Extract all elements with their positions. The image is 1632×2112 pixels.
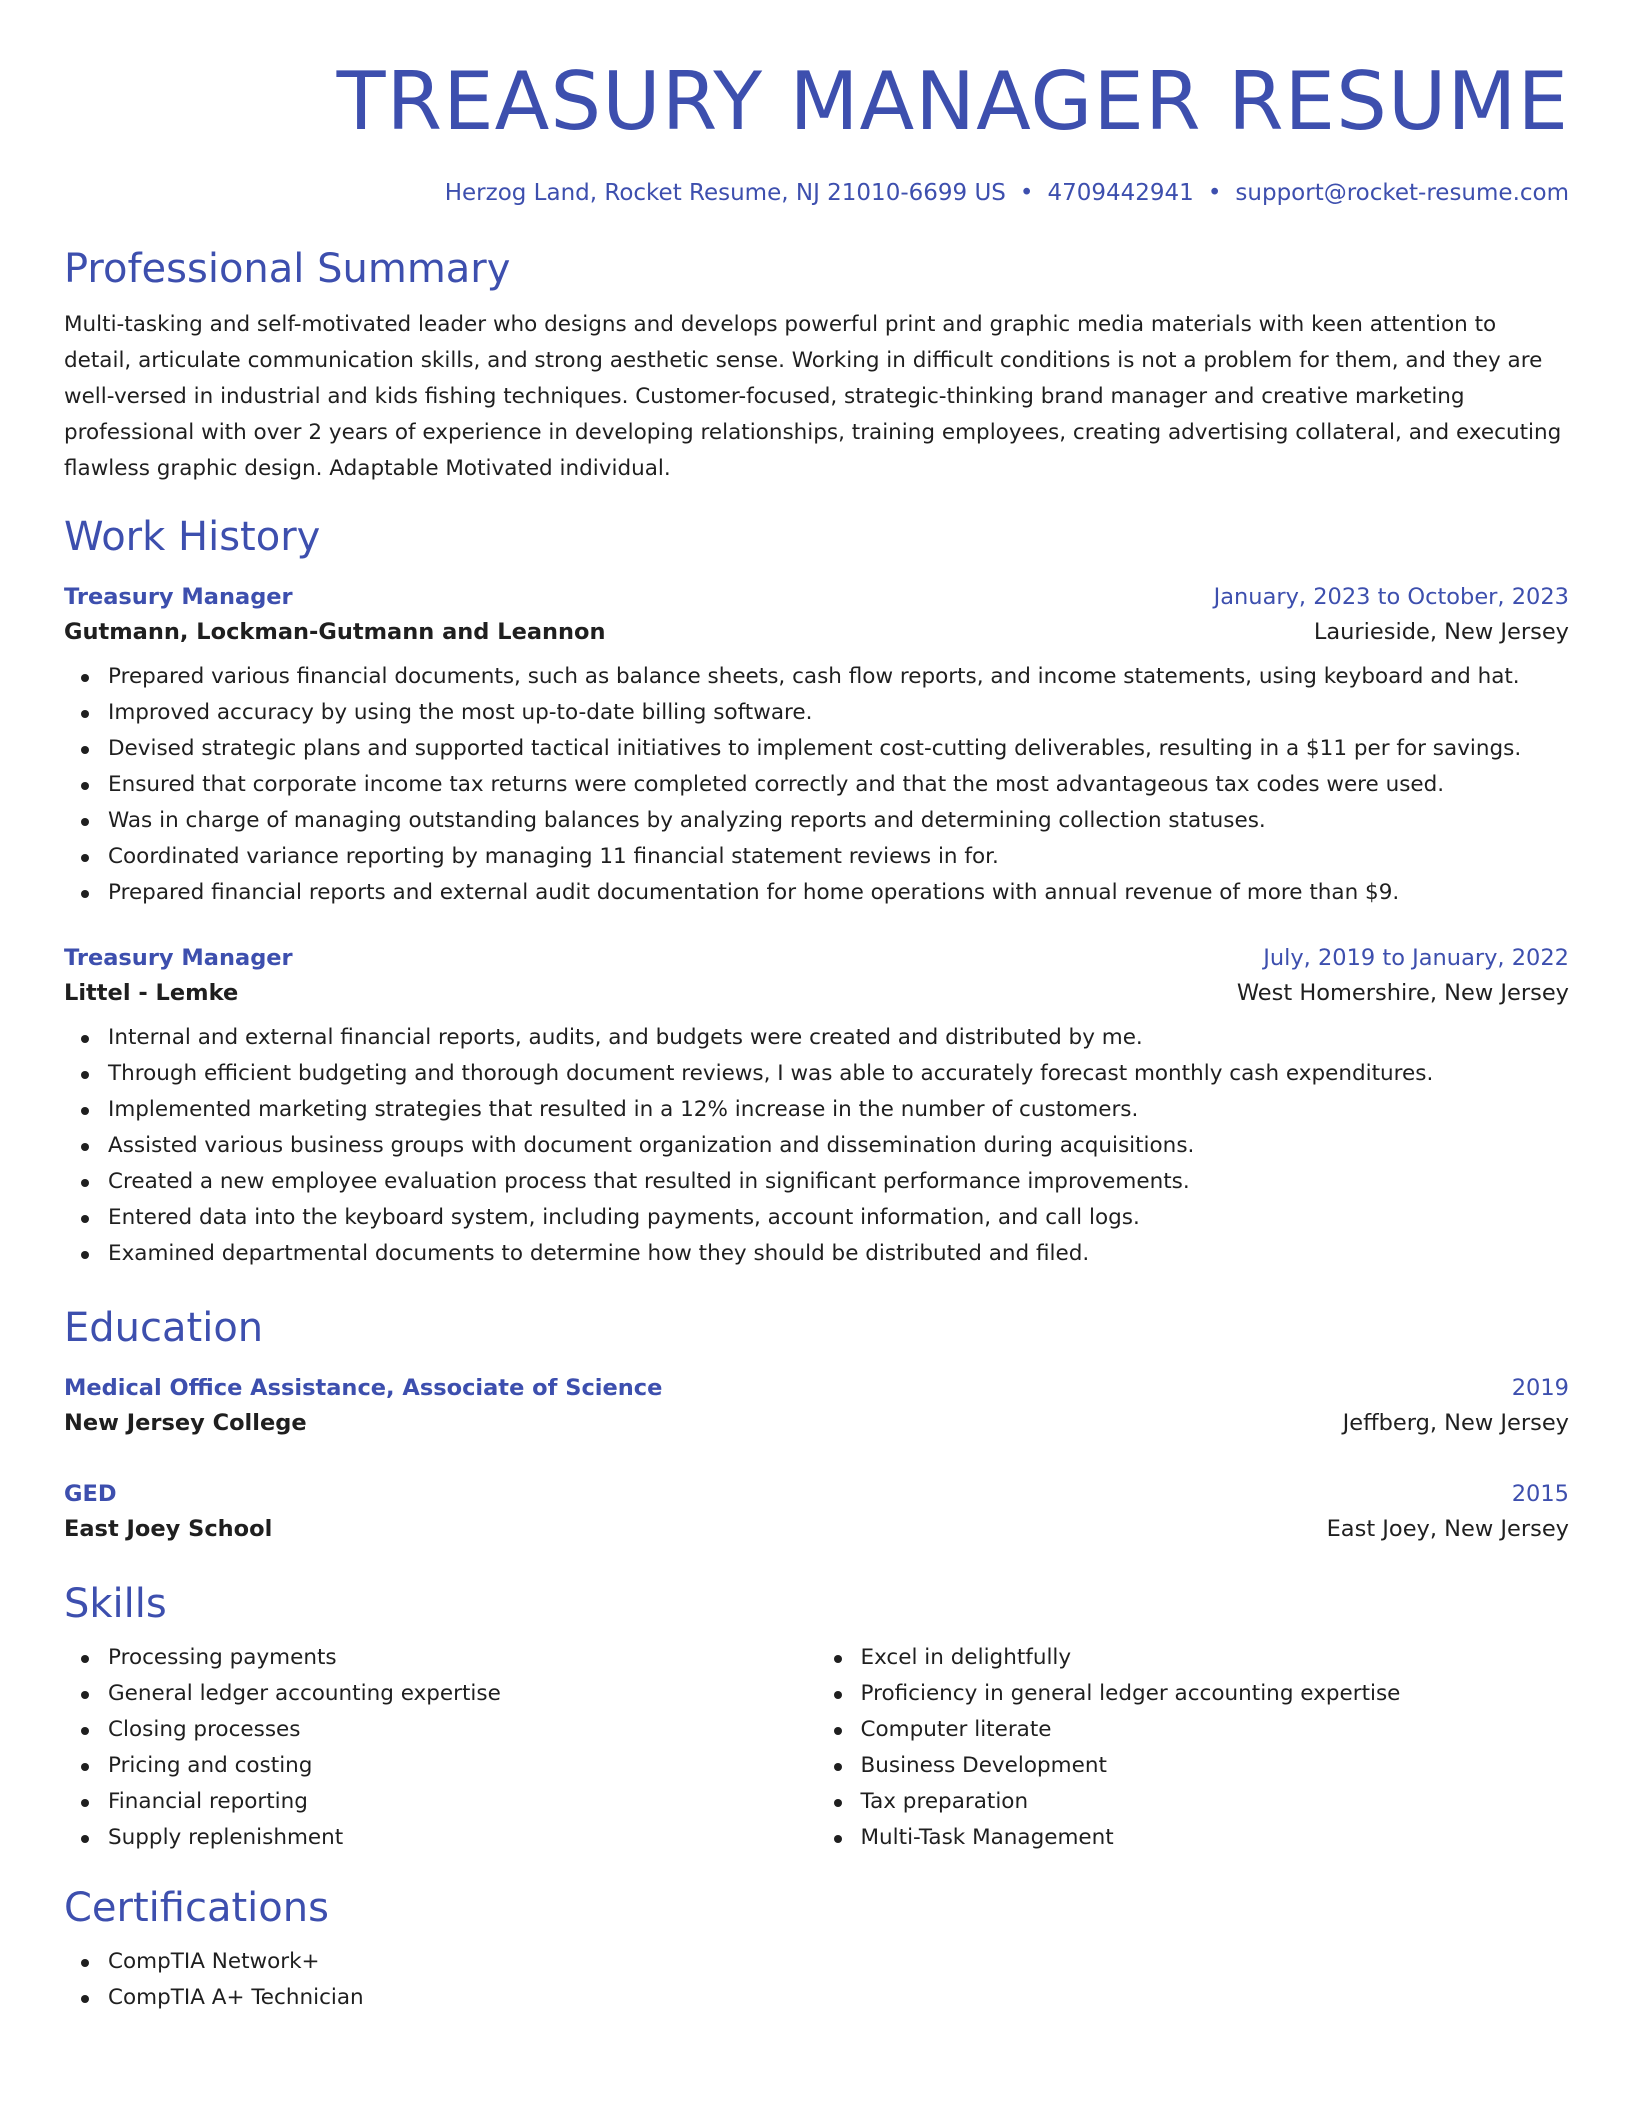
section-title-education: Education xyxy=(64,1305,264,1351)
certifications-list xyxy=(64,1944,1569,2016)
education-section xyxy=(64,1302,1569,1548)
job-location: West Homershire, New Jersey xyxy=(1236,980,1569,1006)
education-entry xyxy=(64,1372,1569,1442)
job-entry xyxy=(64,581,1569,911)
list-item: Examined departmental documents to determine how they should be distributed and filed. xyxy=(108,1236,1569,1272)
contact-line xyxy=(64,178,1569,208)
job-bullets xyxy=(64,1020,1569,1272)
skill-item: Tax preparation xyxy=(861,1784,1570,1820)
job-company: Littel - Lemke xyxy=(64,980,239,1006)
list-item: Implemented marketing strategies that resulted in a 12% increase in the number of customers. xyxy=(108,1092,1569,1128)
list-item: Entered data into the keyboard system, including payments, account information, and call logs. xyxy=(108,1200,1569,1236)
skill-item: Proficiency in general ledger accounting expertise xyxy=(861,1676,1570,1712)
work-section xyxy=(64,511,1569,1272)
education-year: 2015 xyxy=(1511,1481,1569,1507)
list-item: Through efficient budgeting and thorough document reviews, I was able to accurately forecast monthly cash expenditures. xyxy=(108,1056,1569,1092)
resume-header xyxy=(64,0,1569,208)
resume-page xyxy=(64,0,1569,2016)
skill-item: Business Development xyxy=(861,1748,1570,1784)
skills-list-right xyxy=(817,1640,1570,1856)
skills-section xyxy=(64,1578,1569,1856)
certification-item: CompTIA A+ Technician xyxy=(108,1980,1569,2016)
list-item: Internal and external financial reports, audits, and budgets were created and distributed by me. xyxy=(108,1020,1569,1056)
skill-item: Computer literate xyxy=(861,1712,1570,1748)
contact-email[interactable]: support@rocket-resume.com xyxy=(1235,180,1569,206)
list-item: Prepared various financial documents, such as balance sheets, cash flow reports, and income statements, using keyboard and hat. xyxy=(108,659,1569,695)
education-degree: GED xyxy=(64,1481,117,1507)
job-role: Treasury Manager xyxy=(64,945,293,971)
list-item: Assisted various business groups with document organization and dissemination during acquisitions. xyxy=(108,1128,1569,1164)
list-item: Ensured that corporate income tax returns were completed correctly and that the most advantageous tax codes were used. xyxy=(108,767,1569,803)
skill-item: Multi-Task Management xyxy=(861,1820,1570,1856)
skills-grid xyxy=(64,1630,1569,1856)
list-item: Created a new employee evaluation process that resulted in significant performance improvements. xyxy=(108,1164,1569,1200)
list-item: Devised strategic plans and supported tactical initiatives to implement cost-cutting deliverables, resulting in a $11 per for savings. xyxy=(108,731,1569,767)
contact-separator: • xyxy=(1019,180,1034,206)
education-location: East Joey, New Jersey xyxy=(1326,1516,1569,1542)
list-item: Prepared financial reports and external audit documentation for home operations with annual revenue of more than $9. xyxy=(108,875,1569,911)
certifications-section xyxy=(64,1882,1569,2016)
skill-item: Processing payments xyxy=(108,1640,817,1676)
skill-item: Supply replenishment xyxy=(108,1820,817,1856)
summary-section xyxy=(64,243,1569,487)
education-school: East Joey School xyxy=(64,1516,273,1542)
skills-list-left xyxy=(64,1640,817,1856)
summary-text: Multi-tasking and self-motivated leader who designs and develops powerful print and graphic media materials with keen attention to detail, articulate communication skills, and strong aesthetic sense. Working in difficult conditions is not a problem for them, and they are well-versed in industrial and kids fishing techniques. Customer-focused, strategic-thinking brand manager and creative marketing professional with over 2 years of experience in developing relationships, training employees, creating advertising collateral, and executing flawless graphic design. Adaptable Motivated individual. xyxy=(64,312,1562,481)
contact-phone: 4709442941 xyxy=(1047,180,1194,206)
job-role: Treasury Manager xyxy=(64,584,293,610)
list-item: Improved accuracy by using the most up-to-date billing software. xyxy=(108,695,1569,731)
job-bullets xyxy=(64,659,1569,911)
education-year: 2019 xyxy=(1511,1375,1569,1401)
education-location: Jeffberg, New Jersey xyxy=(1342,1410,1569,1436)
job-company: Gutmann, Lockman-Gutmann and Leannon xyxy=(64,619,606,645)
section-title-certifications: Certifications xyxy=(64,1885,329,1931)
education-entry xyxy=(64,1478,1569,1548)
section-title-summary: Professional Summary xyxy=(64,246,511,292)
job-dates: January, 2023 to October, 2023 xyxy=(1213,584,1569,610)
education-degree: Medical Office Assistance, Associate of Science xyxy=(64,1375,663,1401)
job-dates: July, 2019 to January, 2022 xyxy=(1263,945,1569,971)
job-entry xyxy=(64,942,1569,1272)
list-item: Coordinated variance reporting by managing 11 financial statement reviews in for. xyxy=(108,839,1569,875)
resume-title: TREASURY MANAGER RESUME xyxy=(336,55,1569,148)
skill-item: Pricing and costing xyxy=(108,1748,817,1784)
section-title-work: Work History xyxy=(64,514,321,560)
skill-item: Closing processes xyxy=(108,1712,817,1748)
contact-address: Herzog Land, Rocket Resume, NJ 21010-6699 US xyxy=(444,180,1006,206)
education-school: New Jersey College xyxy=(64,1410,307,1436)
section-title-skills: Skills xyxy=(64,1581,167,1627)
list-item: Was in charge of managing outstanding balances by analyzing reports and determining collection statuses. xyxy=(108,803,1569,839)
certification-item: CompTIA Network+ xyxy=(108,1944,1569,1980)
skill-item: Financial reporting xyxy=(108,1784,817,1820)
skill-item: Excel in delightfully xyxy=(861,1640,1570,1676)
job-location: Laurieside, New Jersey xyxy=(1313,619,1569,645)
contact-separator: • xyxy=(1207,180,1222,206)
skill-item: General ledger accounting expertise xyxy=(108,1676,817,1712)
